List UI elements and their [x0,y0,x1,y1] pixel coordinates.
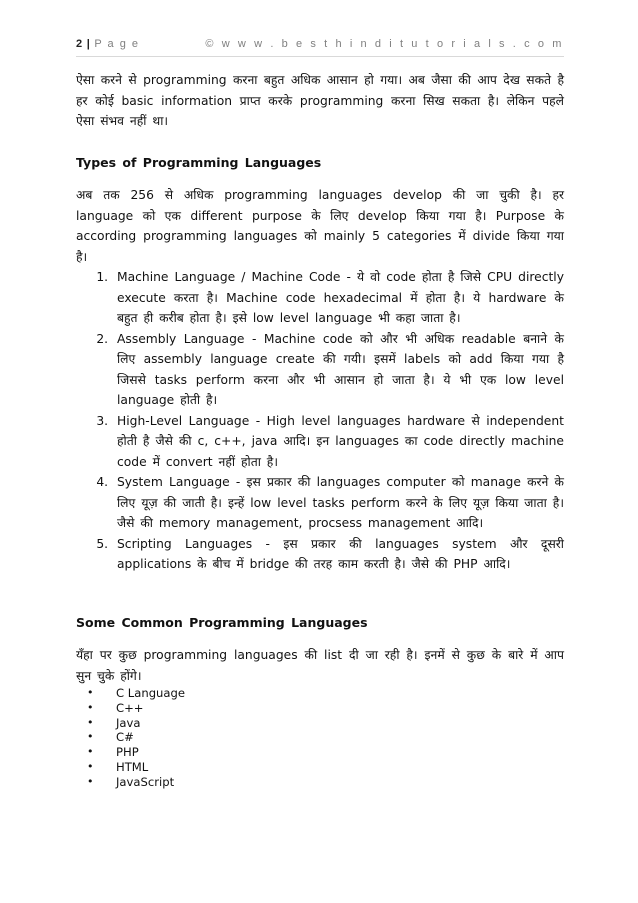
language-item [87,686,564,701]
types-list-item: 2. Assembly Language - Machine code को और भी अधिक readable बनाने के लिए assembly language create की गयी। इसमें labels को add किया गया है जिससे tasks perform करना और भी आसान हो जाता है। ये भी एक low level language होती है। [114,329,564,411]
language-name: C++ [116,700,144,715]
language-item [87,759,564,775]
language-item [87,700,564,716]
languages-list [76,686,564,790]
language-name: HTML [116,759,149,774]
page-header [76,36,564,57]
types-list-item: 3. High-Level Language - High level languages hardware से independent होती है जैसे की c, c++, java आदि। इन languages का code directly machine code में convert नहीं होता है। [114,411,564,473]
types-list [76,267,564,575]
bullet-icon: • [87,774,94,788]
bullet-icon: • [87,700,94,714]
language-name: Java [116,715,141,730]
bullet-icon: • [87,715,94,729]
language-item [87,730,564,745]
intro-paragraph: ऐसा करने से programming करना बहुत अधिक आसान हो गया। अब जैसा की आप देख सकते है हर कोई basic information प्राप्त करके programming करना सिख सकता है। लेकिन पहले ऐसा संभव नहीं था। [76,73,564,128]
types-list-item: 1. Machine Language / Machine Code - ये वो code होता है जिसे CPU directly execute करता है। Machine code hexadecimal में होता है। ये hardware के बहुत ही करीब होता है। इसे low level language भी कहा जाता है। [114,267,564,329]
section-spacer [76,575,564,613]
page-word: P a g e [94,38,140,50]
language-name: C# [116,730,134,745]
common-intro-paragraph: यँहा पर कुछ programming languages की list दी जा रही है। इनमें से कुछ के बारे में आप सुन चुके होंगे। [76,648,564,683]
bullet-icon: • [87,745,94,759]
types-intro-paragraph: अब तक 256 से अधिक programming languages develop की जा चुकी है। हर language को एक different purpose के लिए develop किया गया है। Purpose के according programming languages को mainly 5 categories में divide किया गया है। [76,188,564,264]
page-content [76,70,564,790]
page-indicator [76,38,140,50]
types-list-item: 5. Scripting Languages - इस प्रकार की languages system और दूसरी applications के बीच में bridge की तरह काम करती है। जैसे की PHP आदि। [114,534,564,575]
bullet-icon: • [87,759,94,773]
site-credit: © w w w . b e s t h i n d i t u t o r i a l s . c o m [205,38,564,50]
language-name: C Language [116,686,185,700]
language-name: PHP [116,745,139,760]
language-item [87,774,564,790]
common-heading: Some Common Programming Languages [76,614,368,630]
bullet-icon: • [87,686,94,699]
language-item [87,745,564,760]
types-list-item: 4. System Language - इस प्रकार की languages computer को manage करने के लिए यूज़ की जाती है। इन्हें low level tasks perform करने के लिए यूज़ किया जाता है। जैसे की memory management, procsess management आदि। [114,472,564,534]
language-name: JavaScript [116,774,175,789]
types-heading: Types of Programming Languages [76,154,322,170]
page-separator: | [86,38,90,50]
language-item [87,715,564,731]
page-number: 2 [76,38,83,50]
bullet-icon: • [87,730,94,744]
